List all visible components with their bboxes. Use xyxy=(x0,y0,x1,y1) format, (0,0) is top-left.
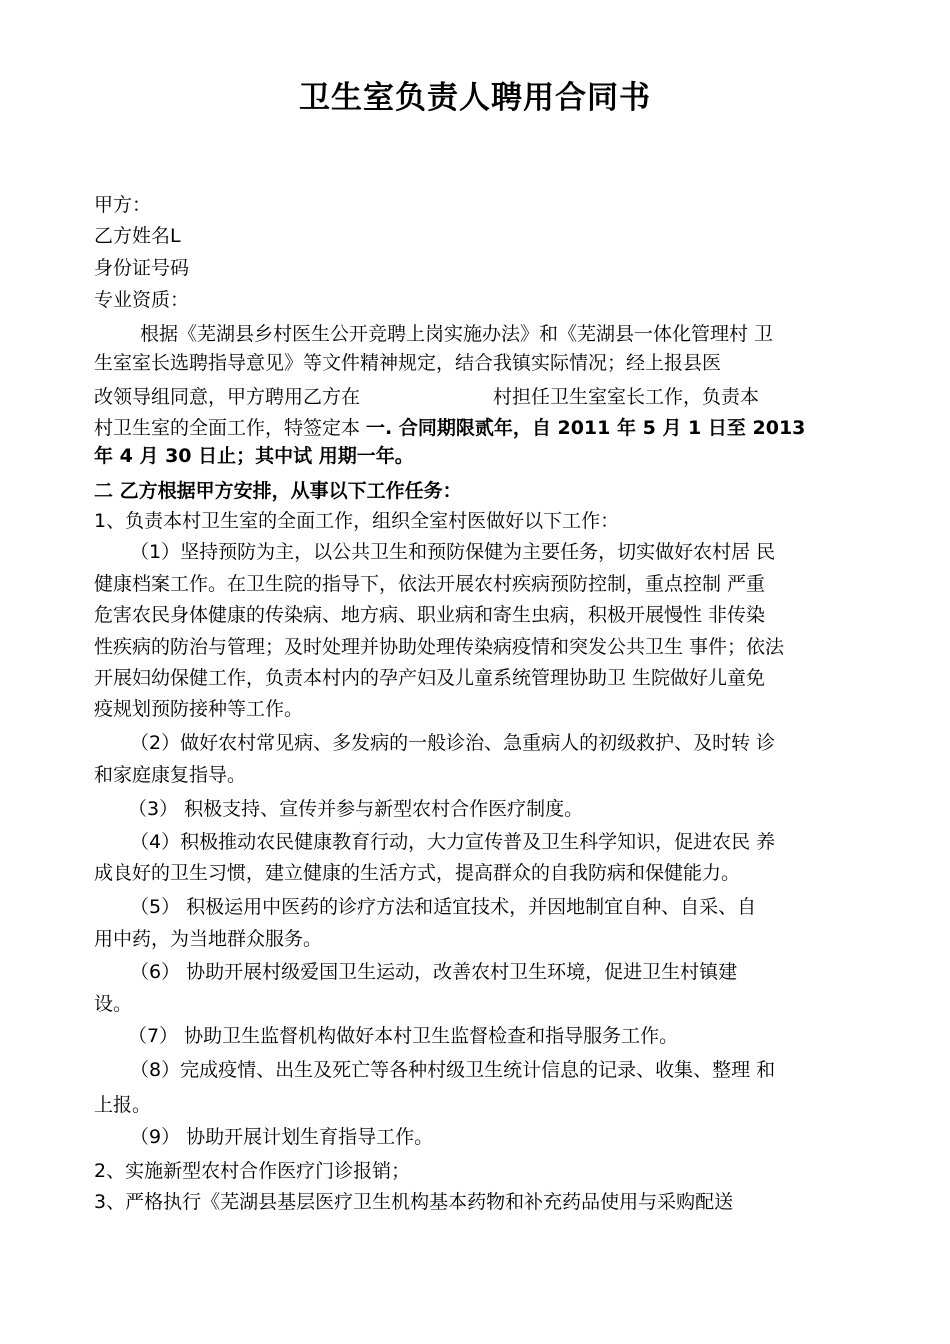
duty-item-3: （3） 积极支持、宣传并参与新型农村合作医疗制度。 xyxy=(128,798,584,820)
intro-text: 村担任卫生室室长工作，负责本 xyxy=(493,386,760,408)
id-number-label: 身份证号码 xyxy=(94,257,190,279)
duty-item-1: （1）坚持预防为主，以公共卫生和预防保健为主要任务，切实做好农村居 民 xyxy=(130,541,776,563)
duty-item-4: （4）积极推动农民健康教育行动，大力宣传普及卫生科学知识，促进农民 养 xyxy=(130,831,776,853)
task-1: 1、负责本村卫生室的全面工作，组织全室村医做好以下工作： xyxy=(94,510,620,532)
duty-item-5: 用中药，为当地群众服务。 xyxy=(94,928,323,950)
duty-item-8: 上报。 xyxy=(94,1094,152,1116)
contract-term-clause: 一. 合同期限贰年，自 2011 年 5 月 1 日至 2013 xyxy=(366,417,806,439)
party-a-label: 甲方： xyxy=(94,194,152,216)
duty-item-1: 开展妇幼保健工作，负责本村内的孕产妇及儿童系统管理协助卫 生院做好儿童免 xyxy=(94,667,766,689)
duty-item-1: 危害农民身体健康的传染病、地方病、职业病和寄生虫病，积极开展慢性 非传染 xyxy=(94,604,766,626)
task-3: 3、严格执行《芜湖县基层医疗卫生机构基本药物和补充药品使用与采购配送 xyxy=(94,1191,734,1213)
duty-item-7: （7） 协助卫生监督机构做好本村卫生监督检查和指导服务工作。 xyxy=(128,1025,679,1047)
duty-item-5: （5） 积极运用中医药的诊疗方法和适宜技术，并因地制宜自种、自采、自 xyxy=(130,896,757,918)
intro-line: 生室室长选聘指导意见》等文件精神规定，结合我镇实际情况；经上报县医 xyxy=(94,352,722,374)
duty-item-4: 成良好的卫生习惯，建立健康的生活方式，提高群众的自我防病和保健能力。 xyxy=(94,862,741,884)
task-2: 2、实施新型农村合作医疗门诊报销； xyxy=(94,1160,411,1182)
duty-item-6: （6） 协助开展村级爱国卫生运动，改善农村卫生环境，促进卫生村镇建 xyxy=(130,961,738,983)
party-b-name-label: 乙方姓名L xyxy=(94,225,181,247)
qualification-label: 专业资质： xyxy=(94,289,190,311)
duty-item-1: 性疾病的防治与管理；及时处理并协助处理传染病疫情和突发公共卫生 事件；依法 xyxy=(94,636,785,658)
document-title: 卫生室负责人聘用合同书 xyxy=(299,80,651,116)
contract-term-line: 年 4 月 30 日止；其中试 用期一年。 xyxy=(94,445,414,467)
duty-item-1: 健康档案工作。在卫生院的指导下，依法开展农村疾病预防控制，重点控制 严重 xyxy=(94,573,766,595)
duty-item-6: 设。 xyxy=(94,993,133,1015)
duty-item-2: （2）做好农村常见病、多发病的一般诊治、急重病人的初级救护、及时转 诊 xyxy=(130,732,776,754)
duty-item-9: （9） 协助开展计划生育指导工作。 xyxy=(130,1126,434,1148)
duty-item-8: （8）完成疫情、出生及死亡等各种村级卫生统计信息的记录、收集、整理 和 xyxy=(130,1059,776,1081)
intro-line xyxy=(94,384,759,410)
section-2-heading: 二 乙方根据甲方安排，从事以下工作任务： xyxy=(94,480,462,502)
intro-line xyxy=(94,415,805,441)
intro-line: 根据《芜湖县乡村医生公开竞聘上岗实施办法》和《芜湖县一体化管理村 卫 xyxy=(140,323,774,345)
intro-text: 改领导组同意，甲方聘用乙方在 xyxy=(94,386,361,408)
intro-text: 村卫生室的全面工作，特签定本 xyxy=(94,417,367,439)
duty-item-1: 疫规划预防接种等工作。 xyxy=(94,698,304,720)
duty-item-2: 和家庭康复指导。 xyxy=(94,764,247,786)
